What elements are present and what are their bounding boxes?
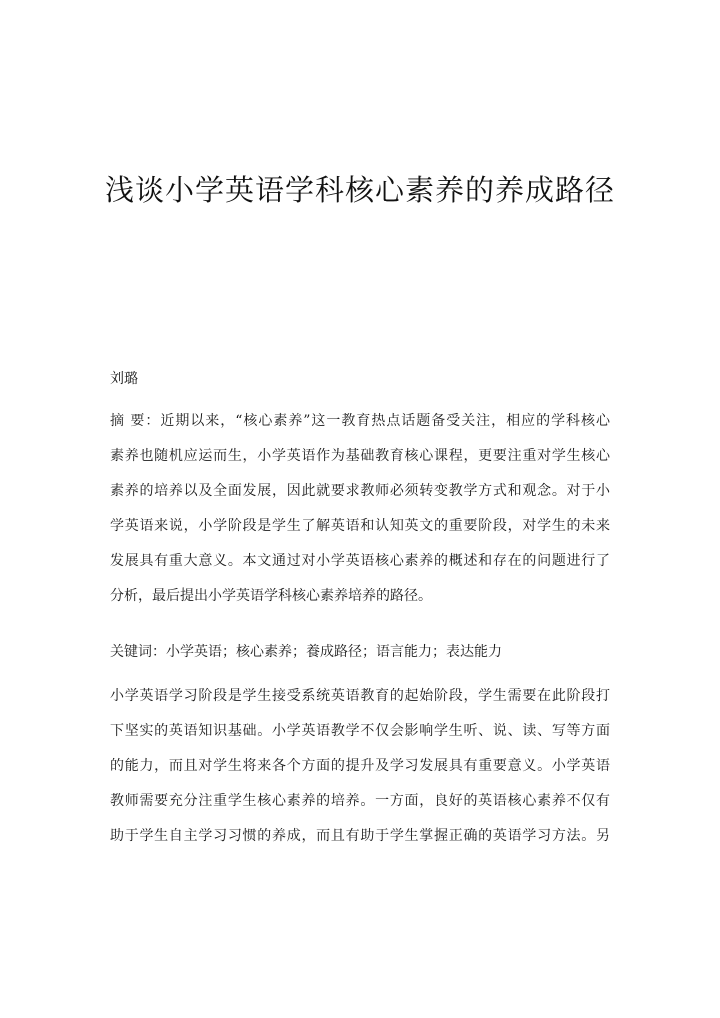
abstract-line: 摘 要：近期以来，“核心素养”这一教育热点话题备受关注，相应的学科核心 <box>110 413 610 429</box>
body-line: 的能力，而且对学生将来各个方面的提升及学习发展具有重要意义。小学英语 <box>110 758 610 774</box>
author-name: 刘璐 <box>110 371 138 387</box>
body-line: 小学英语学习阶段是学生接受系统英语教育的起始阶段，学生需要在此阶段打 <box>110 688 610 704</box>
abstract <box>110 404 610 614</box>
abstract-line: 发展具有重大意义。本文通过对小学英语核心素养的概述和存在的问题进行了 <box>110 553 610 569</box>
abstract-line: 学英语来说，小学阶段是学生了解英语和认知英文的重要阶段，对学生的未来 <box>110 518 610 534</box>
body-paragraph <box>110 679 610 854</box>
keywords-line: 关键词：小学英语；核心素养；養成路径；语言能力；表达能力 <box>110 644 502 660</box>
abstract-line: 分析，最后提出小学英语学科核心素养培养的路径。 <box>110 588 432 604</box>
body-line: 下坚实的英语知识基础。小学英语教学不仅会影响学生听、说、读、写等方面 <box>110 723 610 739</box>
document-title: 浅谈小学英语学科核心素养的养成路径 <box>104 173 615 207</box>
keywords <box>110 635 610 670</box>
body-line: 教师需要充分注重学生核心素养的培养。一方面，良好的英语核心素养不仅有 <box>110 793 610 809</box>
abstract-line: 素养的培养以及全面发展，因此就要求教师必须转变教学方式和观念。对于小 <box>110 483 610 499</box>
abstract-line: 素养也随机应运而生，小学英语作为基础教育核心课程，更要注重对学生核心 <box>110 448 610 464</box>
body-line: 助于学生自主学习习惯的养成，而且有助于学生掌握正确的英语学习方法。另 <box>110 828 610 844</box>
